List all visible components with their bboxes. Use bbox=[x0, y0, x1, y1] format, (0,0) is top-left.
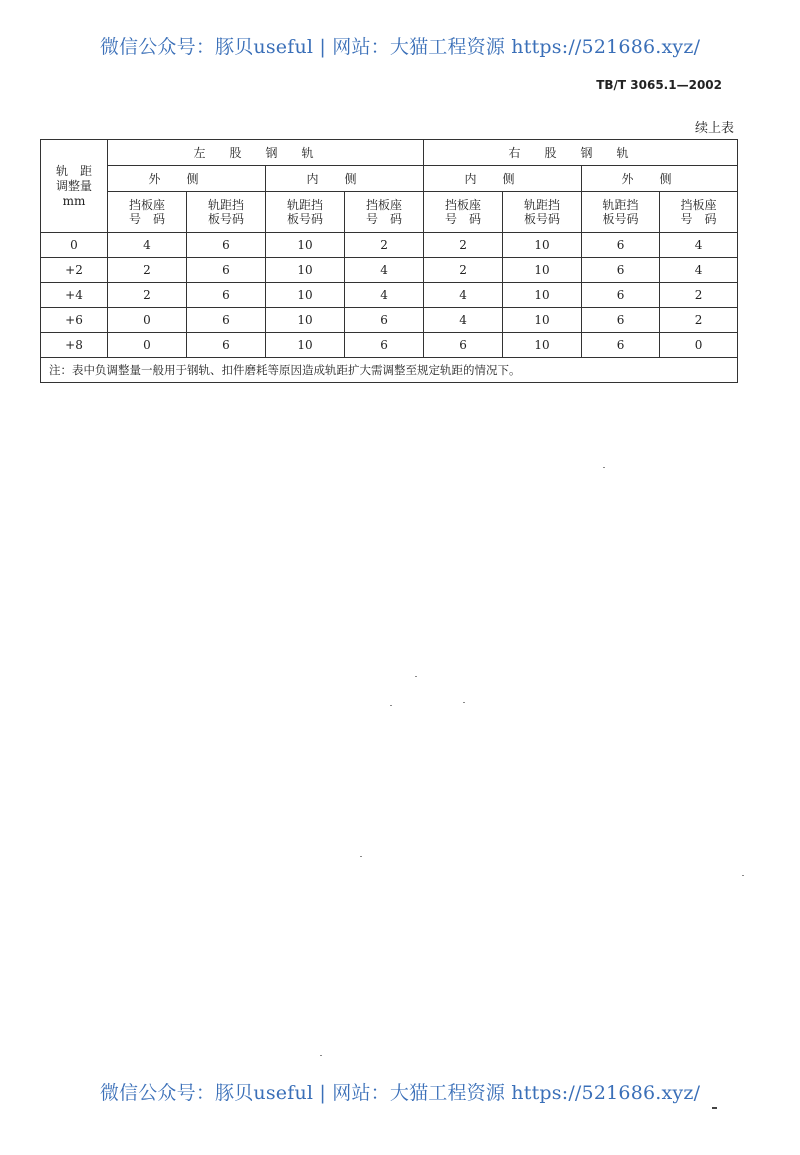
subheader-line2: 号 码 bbox=[128, 212, 165, 226]
table-cell: 10 bbox=[266, 308, 345, 333]
gauge-adjustment-cell: 0 bbox=[41, 233, 108, 258]
gauge-adjustment-cell: +6 bbox=[41, 308, 108, 333]
table-cell: 2 bbox=[660, 283, 738, 308]
scan-speck bbox=[320, 1055, 322, 1056]
corner-label-line2: 调整量 bbox=[55, 178, 92, 193]
left-inner-header: 内侧 bbox=[266, 166, 424, 192]
table-cell: 0 bbox=[108, 308, 187, 333]
table-cell: 10 bbox=[266, 258, 345, 283]
table-cell: 4 bbox=[424, 308, 503, 333]
left-rail-header: 左股钢轨 bbox=[108, 140, 424, 166]
table-row bbox=[41, 333, 738, 358]
continued-label: 续上表 bbox=[694, 121, 734, 136]
scan-speck bbox=[712, 1107, 717, 1109]
subheader-cell bbox=[266, 192, 345, 233]
subheader-line1: 轨距挡 bbox=[524, 198, 561, 212]
subheader-cell bbox=[424, 192, 503, 233]
table-cell: 4 bbox=[660, 233, 738, 258]
table-cell: 10 bbox=[266, 333, 345, 358]
table-cell: 10 bbox=[503, 258, 582, 283]
table-cell: 4 bbox=[424, 283, 503, 308]
subheader-line1: 挡板座 bbox=[445, 198, 482, 212]
table-cell: 6 bbox=[582, 333, 660, 358]
scan-speck bbox=[415, 676, 417, 677]
corner-header bbox=[41, 140, 108, 233]
subheader-cell bbox=[503, 192, 582, 233]
table-cell: 4 bbox=[660, 258, 738, 283]
subheader-line2: 号 码 bbox=[445, 212, 482, 226]
table-cell: 10 bbox=[503, 233, 582, 258]
scan-speck bbox=[360, 856, 362, 857]
table-cell: 0 bbox=[108, 333, 187, 358]
table-cell: 10 bbox=[266, 283, 345, 308]
right-rail-header: 右股钢轨 bbox=[424, 140, 738, 166]
subheader-line2: 板号码 bbox=[524, 212, 561, 226]
table-cell: 0 bbox=[660, 333, 738, 358]
subheader-line2: 号 码 bbox=[366, 212, 403, 226]
subheader-line1: 挡板座 bbox=[366, 198, 403, 212]
subheader-cell bbox=[345, 192, 424, 233]
table-cell: 10 bbox=[503, 333, 582, 358]
scan-speck bbox=[463, 702, 465, 703]
table-cell: 2 bbox=[660, 308, 738, 333]
subheader-line1: 挡板座 bbox=[128, 198, 165, 212]
gauge-adjustment-cell: +2 bbox=[41, 258, 108, 283]
table-note: 注：表中负调整量一般用于钢轨、扣件磨耗等原因造成轨距扩大需调整至规定轨距的情况下。 bbox=[41, 358, 738, 383]
corner-label-unit: mm bbox=[62, 193, 86, 208]
table-row bbox=[41, 233, 738, 258]
table-cell: 2 bbox=[108, 258, 187, 283]
table-cell: 6 bbox=[424, 333, 503, 358]
table-cell: 4 bbox=[108, 233, 187, 258]
subheader-cell bbox=[660, 192, 738, 233]
table-cell: 10 bbox=[266, 233, 345, 258]
corner-label-line1: 轨 距 bbox=[55, 163, 92, 178]
scan-speck bbox=[742, 875, 744, 876]
table-cell: 2 bbox=[345, 233, 424, 258]
scan-speck bbox=[390, 705, 392, 706]
gauge-adjustment-cell: +8 bbox=[41, 333, 108, 358]
table-note-row bbox=[41, 358, 738, 383]
table-cell: 10 bbox=[503, 283, 582, 308]
table-cell: 6 bbox=[187, 308, 266, 333]
gauge-adjustment-table bbox=[40, 139, 738, 383]
right-outer-header: 外侧 bbox=[582, 166, 738, 192]
table-cell: 6 bbox=[187, 283, 266, 308]
left-outer-header: 外侧 bbox=[108, 166, 266, 192]
subheader-line2: 板号码 bbox=[602, 212, 639, 226]
subheader-cell bbox=[582, 192, 660, 233]
scan-speck bbox=[603, 467, 605, 468]
table-cell: 6 bbox=[187, 233, 266, 258]
subheader-line2: 板号码 bbox=[286, 212, 323, 226]
table-row bbox=[41, 258, 738, 283]
subheader-cell bbox=[187, 192, 266, 233]
subheader-line1: 轨距挡 bbox=[207, 198, 244, 212]
subheader-line2: 板号码 bbox=[207, 212, 244, 226]
subheader-line1: 轨距挡 bbox=[602, 198, 639, 212]
right-inner-header: 内侧 bbox=[424, 166, 582, 192]
table-cell: 2 bbox=[108, 283, 187, 308]
table-cell: 6 bbox=[582, 258, 660, 283]
table-row bbox=[41, 283, 738, 308]
table-cell: 2 bbox=[424, 233, 503, 258]
watermark-top: 微信公众号：豚贝useful | 网站：大猫工程资源 https://521686.xyz/ bbox=[99, 36, 701, 58]
subheader-line2: 号 码 bbox=[680, 212, 717, 226]
table-cell: 6 bbox=[582, 283, 660, 308]
watermark-bottom: 微信公众号：豚贝useful | 网站：大猫工程资源 https://521686.xyz/ bbox=[99, 1082, 701, 1104]
subheader-line1: 轨距挡 bbox=[286, 198, 323, 212]
table-cell: 6 bbox=[345, 333, 424, 358]
table-cell: 4 bbox=[345, 258, 424, 283]
table-row bbox=[41, 308, 738, 333]
table-cell: 6 bbox=[187, 258, 266, 283]
table-cell: 6 bbox=[582, 308, 660, 333]
subheader-cell bbox=[108, 192, 187, 233]
table-cell: 6 bbox=[187, 333, 266, 358]
standard-code: TB/T 3065.1—2002 bbox=[596, 78, 722, 92]
subheader-line1: 挡板座 bbox=[680, 198, 717, 212]
table-cell: 6 bbox=[582, 233, 660, 258]
table-cell: 2 bbox=[424, 258, 503, 283]
table-cell: 4 bbox=[345, 283, 424, 308]
gauge-adjustment-cell: +4 bbox=[41, 283, 108, 308]
table-cell: 6 bbox=[345, 308, 424, 333]
table-cell: 10 bbox=[503, 308, 582, 333]
